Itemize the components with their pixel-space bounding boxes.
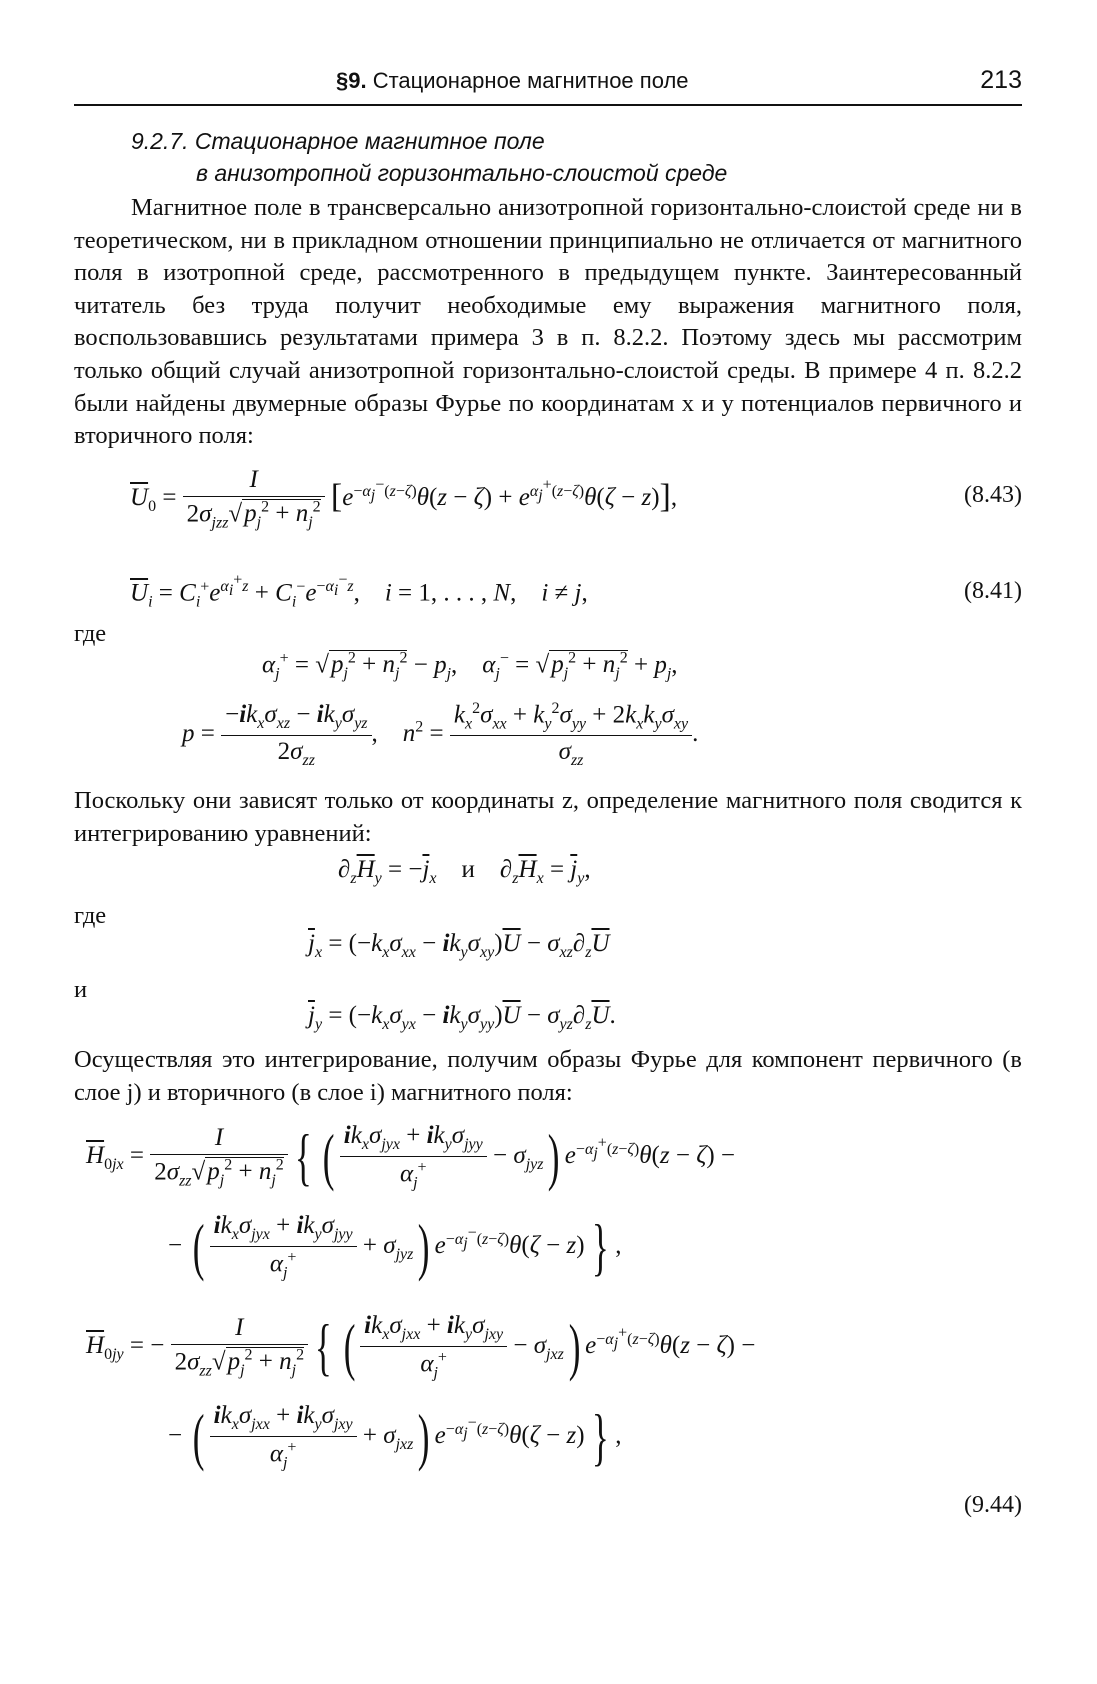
- equation-jx: $\overline{j}_x = (-k_x\sigma_{xx} - ik_y\sigma_{xy})\overline{U} - \sigma_{xz}\partial_z\overline{U}$: [308, 930, 610, 961]
- section-title: Стационарное магнитное поле: [372, 68, 689, 93]
- paragraph-result: Осуществляя это интегрирование, получим образы Фурье для компонент первичного (в слое j) и вторичного (в слое i) магнитного поля:: [74, 1046, 1022, 1106]
- equation-p-n: p = $\frac{-ik_x\sigma_{xz} - ik_y\sigma_{yz}}{2\sigma_{zz}}$ , $n^2$ = $\frac{k_x^2\sigma_{xx} + k_y^2\sigma_{yy} + 2k_xk_y\sigma_{xy}}{\sigma_{zz}}$ .: [182, 700, 699, 770]
- eq-and: и: [461, 856, 475, 883]
- running-head: [74, 64, 1022, 106]
- equation-number-9-44: (9.44): [964, 1492, 1022, 1518]
- equation-number-8-41: (8.41): [964, 578, 1022, 604]
- equation-h0jx-line1: $\overline{H}_{0jx}$ = $\frac{I}{2\sigma_{zz}√p_j^2 + n_j^2}$ { ( $\frac{ik_x\sigma_{jyx} + ik_y\sigma_{jyy}}{\alpha_j^+}$ − $\sigma_{jyz}$) $e^{-\alpha_j^+(z-\zeta)}\theta(z - \zeta)$ −: [86, 1121, 735, 1193]
- equation-8-41: $\overline{U}_i = C_i^+e^{\alpha_i^+z} + C_i^-e^{-\alpha_i^-z}$, i = 1, . . . , N, i ≠ j,: [130, 572, 588, 611]
- equation-curl: $\partial_z\overline{H}_y = -\overline{j}_x$ и $\partial_z\overline{H}_x = \overline{j}_y$,: [338, 856, 591, 887]
- frac: $\frac{ik_x\sigma_{jyx} + ik_y\sigma_{jyy}}{\alpha_j^+}$: [210, 1212, 357, 1282]
- frac: $\frac{ik_x\sigma_{jxx} + ik_y\sigma_{jxy}}{\alpha_j^+}$: [210, 1402, 357, 1472]
- fraction: $\frac{I}{2\sigma_{jzz}√p_j^2 + n_j^2}$: [183, 466, 325, 532]
- section-mark: §9.: [336, 68, 367, 93]
- subsection-title-line1: 9.2.7. Стационарное магнитное поле: [131, 128, 545, 154]
- label-where-2: где: [74, 902, 107, 929]
- equation-h0jx-line2: − ( $\frac{ik_x\sigma_{jyx} + ik_y\sigma_{jyy}}{\alpha_j^+}$ + $\sigma_{jyz}$) $e^{-\alpha_j^-(z-\zeta)}\theta(\zeta - z)$ } ,: [168, 1211, 622, 1283]
- equation-number-8-43: (8.43): [964, 482, 1022, 508]
- paragraph-integration: Поскольку они зависят только от координаты z, определение магнитного поля сводится к интегрированию уравнений:: [74, 787, 1022, 847]
- frac: $\frac{I}{2\sigma_{zz}√p_j^2 + n_j^2}$: [150, 1124, 288, 1190]
- running-head-title: [336, 68, 689, 94]
- equation-h0jy-line2: − ( $\frac{ik_x\sigma_{jxx} + ik_y\sigma_{jxy}}{\alpha_j^+}$ + $\sigma_{jxz}$) $e^{-\alpha_j^-(z-\zeta)}\theta(\zeta - z)$ } ,: [168, 1401, 622, 1473]
- equation-h0jy-line1: $\overline{H}_{0jy}$ = − $\frac{I}{2\sigma_{zz}√p_j^2 + n_j^2}$ { ( $\frac{ik_x\sigma_{jxx} + ik_y\sigma_{jxy}}{\alpha_j^+}$ − $\sigma_{jxz}$) $e^{-\alpha_j^+(z-\zeta)}\theta(z - \zeta)$ −: [86, 1311, 756, 1383]
- frac: $\frac{-ik_x\sigma_{xz} - ik_y\sigma_{yz}}{2\sigma_{zz}}$: [221, 701, 371, 770]
- paragraph-intro: Магнитное поле в трансверсально анизотропной горизонтально-слоистой среде ни в теоретическом, ни в прикладном отношении принципиально не отличается от магнитного поля в изотропной среде, рассмотренного в предыдущем пункте. Заинтересованный читатель без труда получит необходимые ему выражения магнитного поля, воспользовавшись результатами примера 3 в п. 8.2.2. Поэтому здесь мы рассмотрим только общий случай анизотропной горизонтально-слоистой среды. В примере 4 п. 8.2.2 были найдены двумерные образы Фурье по координатам x и y потенциалов первичного и вторичного поля:: [74, 194, 1022, 450]
- subsection-title-line2: в анизотропной горизонтально-слоистой среде: [196, 160, 728, 186]
- label-where-1: где: [74, 620, 107, 647]
- equation-alpha: $\alpha_j^+ = √p_j^2 + n_j^2 - p_j$, $\alpha_j^- = √p_j^2 + n_j^2 + p_j$,: [262, 650, 678, 683]
- equation-jy: $\overline{j}_y = (-k_x\sigma_{yx} - ik_y\sigma_{yy})\overline{U} - \sigma_{yz}\partial_z\overline{U}$.: [308, 1002, 616, 1033]
- frac: $\frac{k_x^2\sigma_{xx} + k_y^2\sigma_{yy} + 2k_xk_y\sigma_{xy}}{\sigma_{zz}}$: [450, 700, 692, 770]
- label-and: и: [74, 976, 88, 1003]
- frac: $\frac{ik_x\sigma_{jyx} + ik_y\sigma_{jyy}}{\alpha_j^+}$: [340, 1122, 487, 1192]
- page-number: 213: [980, 66, 1022, 94]
- frac: $\frac{ik_x\sigma_{jxx} + ik_y\sigma_{jxy}}{\alpha_j^+}$: [360, 1312, 507, 1382]
- equation-8-43: $\overline{U}_0$ = $\frac{I}{2\sigma_{jzz}√p_j^2 + n_j^2}$ $[e^{-\alpha_j^-(z-\zeta)}\theta(z - \zeta) + e^{\alpha_j^+(z-\zeta)}\theta(\zeta - z)]$,: [130, 466, 678, 532]
- frac: $\frac{I}{2\sigma_{zz}√p_j^2 + n_j^2}$: [171, 1314, 309, 1380]
